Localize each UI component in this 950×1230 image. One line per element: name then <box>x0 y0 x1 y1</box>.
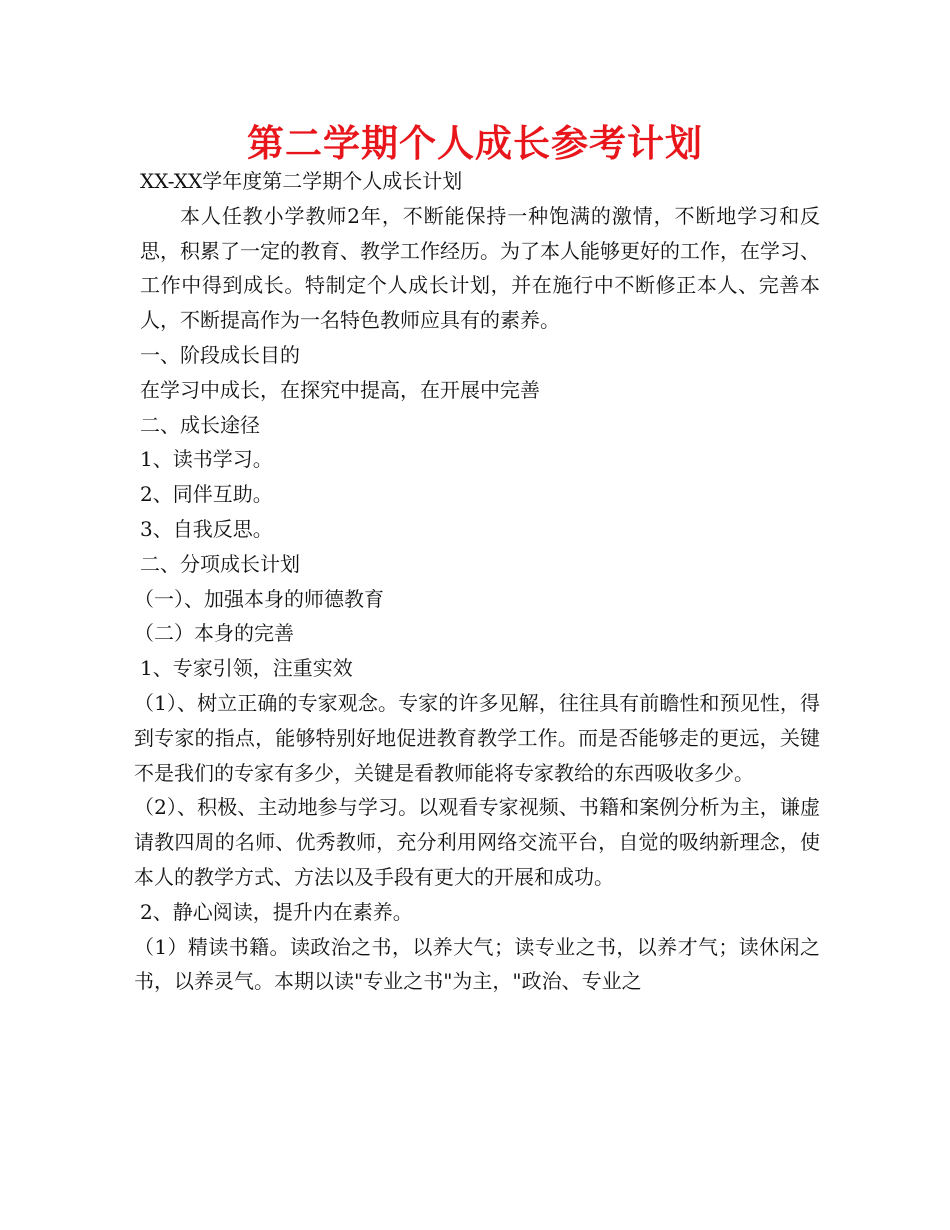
paragraph-intensive-reading: （1）精读书籍。读政治之书，以养大气；读专业之书，以养才气；读休闲之书，以养灵气。本期以读"专业之书"为主，"政治、专业之 <box>134 934 820 994</box>
subsection-ethics: （一）、加强本身的师德教育 <box>134 586 384 611</box>
path-item-peer: 2、同伴互助。 <box>140 482 273 507</box>
section-heading-goal: 一、阶段成长目的 <box>140 342 300 367</box>
paragraph-expert-view: （1）、树立正确的专家观念。专家的许多见解，往往具有前瞻性和预见性，得到专家的指点，能够特别好地促进教育教学工作。而是否能够走的更远，关键不是我们的专家有多少，关键是看教师能将专家教给的东西吸收多少。 <box>134 690 820 785</box>
section-heading-path: 二、成长途径 <box>140 412 260 437</box>
path-item-reflection: 3、自我反思。 <box>140 516 273 541</box>
section-goal-text: 在学习中成长，在探究中提高，在开展中完善 <box>140 377 540 402</box>
subsection-item-expert: 1、专家引领，注重实效 <box>140 656 353 681</box>
intro-paragraph: 本人任教小学教师2年，不断能保持一种饱满的激情，不断地学习和反思，积累了一定的教育、教学工作经历。为了本人能够更好的工作，在学习、工作中得到成长。特制定个人成长计划，并在施行中不断修正本人、完善本人，不断提高作为一名特色教师应具有的素养。 <box>140 203 820 333</box>
subsection-item-reading: 2、静心阅读，提升内在素养。 <box>140 899 413 924</box>
paragraph-active-learning: （2）、积极、主动地参与学习。以观看专家视频、书籍和案例分析为主，谦虚请教四周的名师、优秀教师，充分利用网络交流平台，自觉的吸纳新理念，使本人的教学方式、方法以及手段有更大的开展和成功。 <box>134 795 820 889</box>
document-subtitle: XX-XX学年度第二学期个人成长计划 <box>140 169 463 193</box>
document-title: 第二学期个人成长参考计划 <box>247 121 703 165</box>
subsection-self-improvement: （二）本身的完善 <box>134 621 294 646</box>
document-body <box>134 164 820 999</box>
path-item-reading: 1、读书学习。 <box>140 447 273 472</box>
section-heading-plan: 二、分项成长计划 <box>140 551 300 576</box>
